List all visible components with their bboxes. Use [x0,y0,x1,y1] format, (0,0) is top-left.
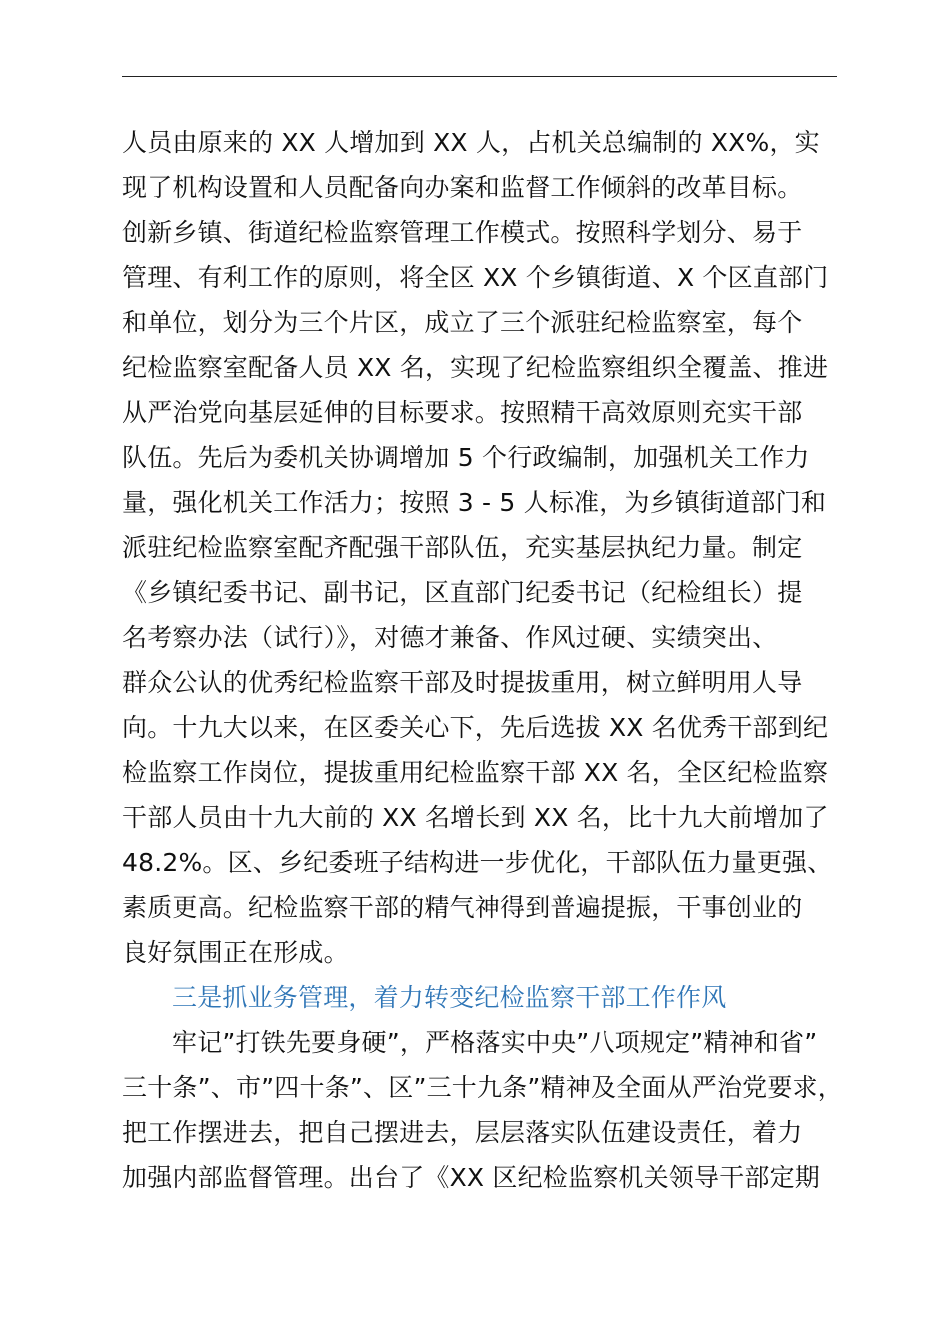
body-line: 素质更高。纪检监察干部的精气神得到普遍提振，干事创业的 [122,893,803,922]
body-line: 和单位，划分为三个片区，成立了三个派驻纪检监察室，每个 [122,308,803,337]
body-line: 创新乡镇、街道纪检监察管理工作模式。按照科学划分、易于 [122,218,803,247]
section-heading: 三是抓业务管理，着力转变纪检监察干部工作作风 [172,983,727,1012]
body-line: 人员由原来的 XX 人增加到 XX 人，占机关总编制的 XX%，实 [122,128,820,157]
body-line: 名考察办法（试行）》，对德才兼备、作风过硬、实绩突出、 [122,623,778,652]
section-line: 加强内部监督管理。出台了《XX 区纪检监察机关领导干部定期 [122,1163,821,1192]
header-rule [122,76,837,77]
body-line: 检监察工作岗位，提拔重用纪检监察干部 XX 名，全区纪检监察 [122,758,829,787]
body-line: 派驻纪检监察室配齐配强干部队伍，充实基层执纪力量。制定 [122,533,803,562]
section-line: 把工作摆进去，把自己摆进去，层层落实队伍建设责任，着力 [122,1118,803,1147]
body-line: 管理、有利工作的原则，将全区 XX 个乡镇街道、X 个区直部门 [122,263,829,292]
body-line: 《乡镇纪委书记、副书记，区直部门纪委书记（纪检组长）提 [122,578,803,607]
section-line: 牢记”打铁先要身硬”，严格落实中央”八项规定”精神和省” [172,1028,818,1057]
document-body [122,120,847,1200]
body-line: 队伍。先后为委机关协调增加 5 个行政编制，加强机关工作力 [122,443,810,472]
body-line: 良好氛围正在形成。 [122,938,349,967]
body-line: 纪检监察室配备人员 XX 名，实现了纪检监察组织全覆盖、推进 [122,353,829,382]
body-line: 干部人员由十九大前的 XX 名增长到 XX 名，比十九大前增加了 [122,803,829,832]
body-line: 群众公认的优秀纪检监察干部及时提拔重用，树立鲜明用人导 [122,668,803,697]
body-line: 现了机构设置和人员配备向办案和监督工作倾斜的改革目标。 [122,173,803,202]
body-line: 向。十九大以来，在区委关心下，先后选拔 XX 名优秀干部到纪 [122,713,829,742]
body-line: 48.2%。区、乡纪委班子结构进一步优化，干部队伍力量更强、 [122,848,833,877]
section-line: 三十条”、市”四十条”、区”三十九条”精神及全面从严治党要求， [122,1073,843,1102]
body-line: 从严治党向基层延伸的目标要求。按照精干高效原则充实干部 [122,398,803,427]
body-line: 量，强化机关工作活力；按照 3 - 5 人标准，为乡镇街道部门和 [122,488,827,517]
